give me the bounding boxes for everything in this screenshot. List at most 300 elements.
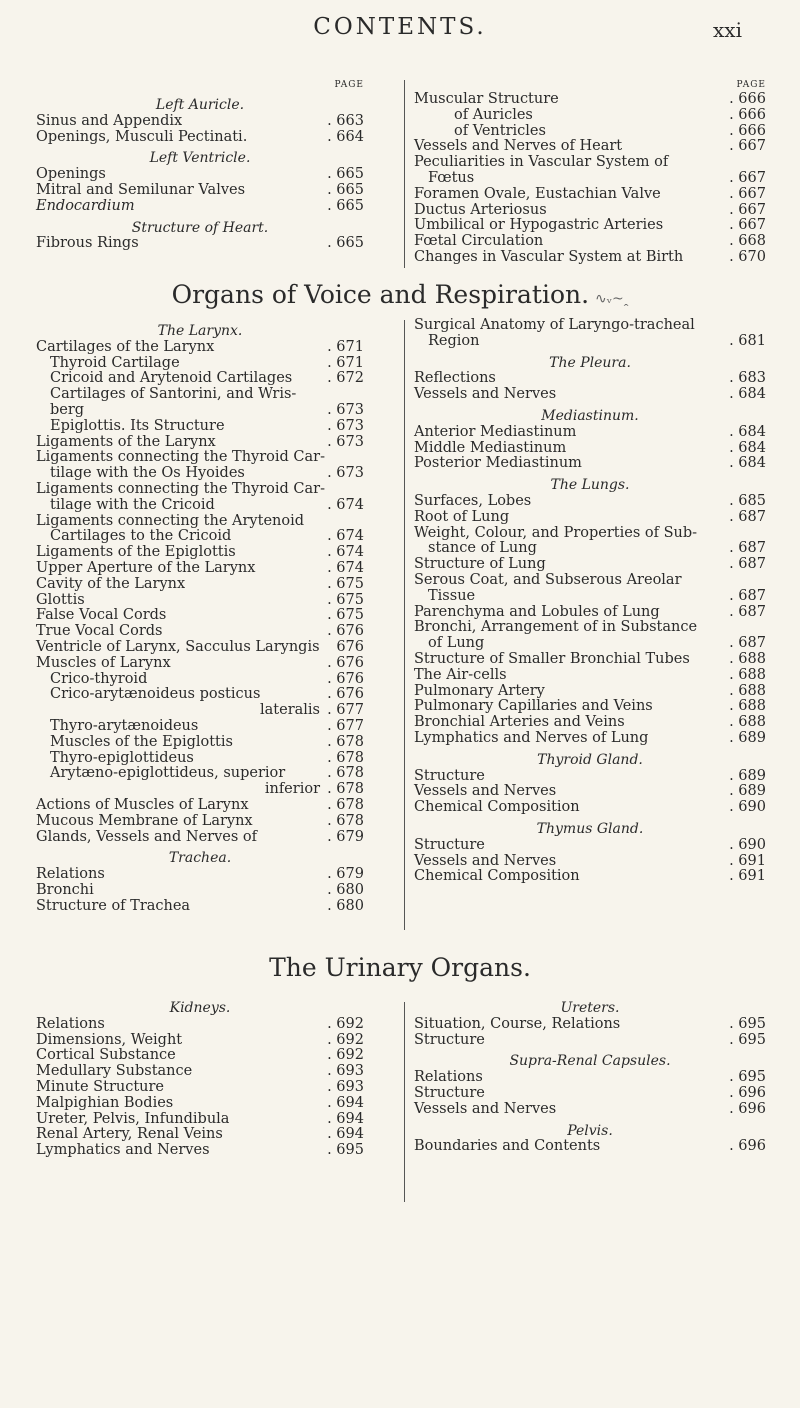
subsection-heading: Trachea. [168,850,232,867]
entry-title: Ligaments connecting the Thyroid Car- [36,480,325,497]
entry-page-number: . 683 [729,370,766,387]
toc-entry [414,715,766,731]
entry-page-number: . 678 [327,733,364,750]
entry-page-number: . 677 [327,702,364,719]
entry-title: Reflections [414,370,496,387]
toc-entry [36,624,364,640]
entry-page-number: . 684 [729,386,766,403]
page-title: CONTENTS. [313,14,487,40]
entry-page-number: . 693 [327,1063,364,1080]
entry-page-number: . 694 [327,1110,364,1127]
entry-title: Relations [414,1069,483,1086]
entry-page-number: . 674 [327,496,364,513]
toc-entry [414,124,766,140]
entry-page-number: . 667 [729,169,766,186]
toc-entry [36,498,364,514]
entry-title: Thyro-arytænoideus [50,717,199,734]
toc-entry [414,250,766,266]
entry-title: Muscles of the Epiglottis [50,733,233,750]
entry-title: Crico-thyroid [50,670,148,687]
entry-page-number: . 676 [327,623,364,640]
entry-title: Dimensions, Weight [36,1031,183,1048]
entry-title: Crico-arytænoideus posticus [50,686,261,703]
entry-page-number: . 667 [729,201,766,218]
entry-page-number: . 696 [729,1100,766,1117]
entry-title: Medullary Substance [36,1063,193,1080]
entry-title: Weight, Colour, and Properties of Sub- [414,524,698,541]
entry-title: Parenchyma and Lobules of Lung [414,603,660,620]
entry-page-number: . 687 [729,508,766,525]
toc-entry [414,854,766,870]
toc-entry-continued [414,318,766,334]
column-divider [404,80,405,268]
toc-entry [414,684,766,700]
entry-title: Structure of Trachea [36,897,191,914]
entry-page-number: . 688 [729,666,766,683]
entry-title: Vessels and Nerves [414,852,557,869]
entry-title: stance of Lung [428,540,537,557]
toc-entry [36,814,364,830]
entry-page-number: . 694 [327,1094,364,1111]
toc-entry [36,766,364,782]
toc-entry [414,589,766,605]
toc-entry [414,800,766,816]
entry-page-number: . 674 [327,544,364,561]
entry-page-number: . 671 [327,338,364,355]
toc-entry [36,867,364,883]
toc-entry-continued [414,620,766,636]
entry-title: Structure [414,836,485,853]
entry-title: Structure of Smaller Bronchial Tubes [414,650,690,667]
entry-title: Foramen Ovale, Eustachian Valve [414,185,661,202]
entry-title: Relations [36,1015,105,1032]
toc-entry [414,334,766,350]
column-divider [404,320,405,930]
entry-title: Sinus and Appendix [36,112,183,129]
entry-page-number: . 668 [729,233,766,250]
subsection-heading: Kidneys. [169,1000,231,1016]
entry-title: Cavity of the Larynx [36,575,186,592]
toc-entry [36,687,364,703]
contents-column-top-left [36,78,364,252]
entry-title: Mitral and Semilunar Valves [36,181,246,198]
toc-entry [414,1033,766,1049]
entry-page-number: . 676 [327,686,364,703]
entry-page-number: . 678 [327,749,364,766]
entry-page-number: . 663 [327,112,364,129]
entry-title: Ligaments connecting the Thyroid Car- [36,449,325,466]
entry-page-number: . 689 [729,783,766,800]
toc-entry [414,92,766,108]
toc-entry [414,456,766,472]
entry-page-number: . 680 [327,881,364,898]
section-title-voice: Organs of Voice and Respiration. ∿ᵥ~ꞈ [171,280,629,309]
subsection-heading: The Pleura. [549,354,631,371]
entry-title: Boundaries and Contents [414,1138,601,1155]
entry-page-number: . 674 [327,559,364,576]
subsection-heading: Thyroid Gland. [537,751,643,768]
toc-entry [414,1102,766,1118]
entry-page-number: . 678 [327,765,364,782]
section-title-urinary: The Urinary Organs. [269,953,531,982]
subsection-heading: Ureters. [560,1000,620,1016]
toc-entry [36,1033,364,1049]
entry-page-number: . 678 [327,781,364,798]
page-column-label: PAGE [334,80,364,90]
entry-title: Surgical Anatomy of Laryngo-tracheal [414,317,695,333]
toc-entry-continued [36,387,364,403]
entry-title: inferior [264,781,320,798]
entry-page-number: . 695 [729,1015,766,1032]
subsection-heading: Mediastinum. [541,407,639,424]
entry-title: Middle Mediastinum [414,439,567,456]
toc-entry [36,561,364,577]
entry-page-number: . 665 [327,181,364,198]
entry-page-number: . 673 [327,417,364,434]
toc-entry [414,636,766,652]
entry-title: Posterior Mediastinum [414,455,582,472]
entry-title: Ventricle of Larynx, Sacculus Laryngis [36,638,320,655]
entry-title: Endocardium [36,197,135,214]
subsection-heading: Structure of Heart. [131,219,269,236]
toc-entry [36,466,364,482]
toc-entry-continued [414,155,766,171]
entry-title: Glottis [36,591,85,608]
entry-title: Vessels and Nerves [414,783,557,800]
entry-title: Cricoid and Arytenoid Cartilages [50,370,293,387]
toc-entry [36,1127,364,1143]
entry-title: False Vocal Cords [36,607,167,624]
toc-entry [414,139,766,155]
entry-title: Openings [36,166,106,183]
toc-entry-continued [36,450,364,466]
entry-page-number: . 695 [327,1142,364,1159]
entry-page-number: . 687 [729,635,766,652]
entry-page-number: . 695 [729,1069,766,1086]
page-number: xxi [713,18,742,42]
entry-page-number: . 689 [729,767,766,784]
toc-entry [36,830,364,846]
toc-entry [414,494,766,510]
entry-page-number: . 675 [327,575,364,592]
toc-entry [414,1017,766,1033]
entry-title: Upper Aperture of the Larynx [36,559,256,576]
entry-page-number: . 679 [327,866,364,883]
entry-page-number: . 667 [729,217,766,234]
entry-page-number: . 678 [327,812,364,829]
toc-entry [414,387,766,403]
toc-entry [414,171,766,187]
column-divider [404,1002,405,1202]
entry-page-number: . 678 [327,796,364,813]
entry-title: Bronchi, Arrangement of in Substance [414,619,698,636]
entry-title: of Lung [428,635,485,652]
entry-title: Bronchial Arteries and Veins [414,714,625,731]
contents-column-urinary-right [414,995,766,1155]
toc-entry [36,419,364,435]
entry-title: The Air-cells [414,666,507,683]
toc-entry [36,1096,364,1112]
entry-title: Bronchi [36,881,94,898]
toc-entry [414,187,766,203]
entry-page-number: . 684 [729,423,766,440]
entry-page-number: . 694 [327,1126,364,1143]
subsection-heading: Supra-Renal Capsules. [509,1053,671,1070]
toc-entry [36,883,364,899]
entry-title: tilage with the Cricoid [50,496,215,513]
toc-entry [36,1080,364,1096]
entry-title: Epiglottis. Its Structure [50,417,225,434]
toc-entry [36,735,364,751]
toc-entry [414,1139,766,1155]
entry-page-number: . 690 [729,836,766,853]
toc-entry [414,1070,766,1086]
toc-entry [36,608,364,624]
entry-title: Chemical Composition [414,799,580,816]
contents-column-top-right [414,78,766,266]
entry-title: Root of Lung [414,508,510,525]
entry-page-number: . 692 [327,1031,364,1048]
toc-entry [414,784,766,800]
toc-entry [414,203,766,219]
toc-entry [414,557,766,573]
entry-page-number: . 688 [729,682,766,699]
entry-page-number: . 675 [327,591,364,608]
toc-entry [36,1017,364,1033]
entry-title: Surfaces, Lobes [414,492,532,509]
toc-entry [36,751,364,767]
toc-entry [414,510,766,526]
entry-page-number: . 689 [729,729,766,746]
entry-title: Vessels and Nerves of Heart [414,138,623,155]
page-header [0,14,800,54]
toc-entry [414,869,766,885]
toc-entry [36,529,364,545]
entry-title: Umbilical or Hypogastric Arteries [414,217,664,234]
entry-page-number: . 687 [729,540,766,557]
entry-page-number: . 673 [327,465,364,482]
entry-page-number: 676 [336,638,364,655]
toc-entry [36,1112,364,1128]
contents-column-voice-left [36,318,364,914]
subsection-heading: Left Ventricle. [149,150,251,167]
toc-entry [36,114,364,130]
entry-title: Malpighian Bodies [36,1094,174,1111]
entry-title: Lymphatics and Nerves [36,1142,210,1159]
toc-entry [414,541,766,557]
entry-title: Tissue [428,587,476,604]
entry-title: Cartilages to the Cricoid [50,528,232,545]
entry-page-number: . 666 [729,122,766,139]
entry-page-number: . 665 [327,235,364,252]
entry-title: Vessels and Nerves [414,386,557,403]
toc-entry [36,577,364,593]
toc-entry [414,668,766,684]
entry-title: Structure [414,1084,485,1101]
entry-page-number: . 690 [729,799,766,816]
toc-entry [36,435,364,451]
entry-page-number: . 676 [327,670,364,687]
entry-title: Chemical Composition [414,868,580,885]
toc-entry [36,640,364,656]
ink-scribble: ∿ᵥ~ꞈ [595,291,629,307]
toc-entry [36,656,364,672]
entry-page-number: . 665 [327,197,364,214]
toc-entry [36,1143,364,1159]
entry-title: Ligaments of the Epiglottis [36,544,236,561]
entry-title: Fibrous Rings [36,235,139,252]
toc-entry [36,1048,364,1064]
entry-title: of Ventricles [454,122,546,139]
toc-entry [414,218,766,234]
entry-page-number: . 688 [729,698,766,715]
toc-entry [36,199,364,215]
subsection-heading: The Larynx. [157,323,243,339]
entry-title: Peculiarities in Vascular System of [414,154,669,171]
entry-title: Thyroid Cartilage [50,354,180,371]
entry-title: Openings, Musculi Pectinati. [36,128,248,145]
subsection-heading: Thymus Gland. [536,820,644,837]
entry-title: Muscles of Larynx [36,654,171,671]
toc-entry [36,1064,364,1080]
toc-entry-continued [414,526,766,542]
entry-title: Muscular Structure [414,91,559,107]
entry-title: Glands, Vessels and Nerves of [36,828,258,845]
entry-title: Structure [414,767,485,784]
entry-page-number: . 673 [327,401,364,418]
entry-page-number: . 687 [729,587,766,604]
entry-page-number: . 695 [729,1031,766,1048]
toc-entry-continued [36,482,364,498]
toc-entry [414,108,766,124]
toc-entry [414,1086,766,1102]
entry-page-number: . 688 [729,714,766,731]
entry-page-number: . 681 [729,332,766,349]
entry-page-number: . 696 [729,1084,766,1101]
entry-title: tilage with the Os Hyoides [50,465,245,482]
entry-title: Pulmonary Artery [414,682,545,699]
entry-page-number: . 671 [327,354,364,371]
toc-entry [414,652,766,668]
contents-column-urinary-left [36,995,364,1159]
toc-entry-continued [414,573,766,589]
entry-page-number: . 691 [729,852,766,869]
toc-entry [36,782,364,798]
entry-title: Thyro-epiglottideus [50,749,194,766]
toc-entry [414,838,766,854]
toc-entry [36,719,364,735]
entry-title: Structure of Lung [414,556,546,573]
entry-page-number: . 674 [327,528,364,545]
entry-page-number: . 680 [327,897,364,914]
toc-entry [36,236,364,252]
entry-page-number: . 675 [327,607,364,624]
subsection-heading: Pelvis. [567,1122,613,1139]
entry-page-number: . 667 [729,185,766,202]
entry-title: Renal Artery, Renal Veins [36,1126,223,1143]
entry-title: Fœtus [428,169,475,186]
entry-title: Region [428,332,480,349]
contents-column-voice-right [414,318,766,885]
entry-title: of Auricles [454,106,533,123]
subsection-heading: Left Auricle. [155,97,245,113]
entry-title: Pulmonary Capillaries and Veins [414,698,653,715]
toc-entry [414,371,766,387]
toc-entry [36,593,364,609]
entry-page-number: . 667 [729,138,766,155]
entry-title: Fœtal Circulation [414,233,544,250]
entry-page-number: . 684 [729,455,766,472]
entry-page-number: . 665 [327,166,364,183]
entry-page-number: . 687 [729,603,766,620]
toc-entry [414,441,766,457]
entry-title: Changes in Vascular System at Birth [414,248,684,265]
entry-page-number: . 679 [327,828,364,845]
toc-entry [36,356,364,372]
entry-page-number: . 673 [327,433,364,450]
toc-entry [414,699,766,715]
entry-title: Mucous Membrane of Larynx [36,812,253,829]
entry-title: Arytæno-epiglottideus, superior [50,765,286,782]
toc-entry [36,545,364,561]
entry-page-number: . 684 [729,439,766,456]
entry-page-number: . 676 [327,654,364,671]
entry-page-number: . 691 [729,868,766,885]
entry-title: Serous Coat, and Subserous Areolar [414,571,682,588]
page-column-label: PAGE [736,80,766,90]
entry-title: lateralis [260,702,320,719]
entry-title: Ligaments connecting the Arytenoid [36,512,305,529]
entry-page-number: . 664 [327,128,364,145]
entry-page-number: . 688 [729,650,766,667]
toc-entry-continued [36,514,364,530]
toc-entry [36,899,364,915]
entry-title: Ligaments of the Larynx [36,433,216,450]
subsection-heading: The Lungs. [550,477,630,494]
entry-page-number: . 685 [729,492,766,509]
entry-title: Structure [414,1031,485,1048]
entry-title: Minute Structure [36,1078,165,1095]
entry-page-number: . 687 [729,556,766,573]
toc-entry [36,403,364,419]
entry-title: Actions of Muscles of Larynx [36,796,249,813]
toc-entry [414,234,766,250]
entry-title: Ureter, Pelvis, Infundibula [36,1110,230,1127]
entry-title: berg [50,401,85,418]
toc-entry [36,183,364,199]
entry-title: Ductus Arteriosus [414,201,547,218]
entry-page-number: . 692 [327,1015,364,1032]
entry-title: Cartilages of the Larynx [36,338,215,355]
toc-entry [36,371,364,387]
toc-entry [36,798,364,814]
entry-page-number: . 696 [729,1138,766,1155]
toc-entry [36,703,364,719]
entry-title: Cortical Substance [36,1047,176,1064]
entry-page-number: . 666 [729,106,766,123]
entry-title: True Vocal Cords [36,623,163,640]
toc-entry [414,425,766,441]
entry-page-number: . 670 [729,248,766,265]
toc-entry [36,130,364,146]
entry-title: Relations [36,866,105,883]
entry-page-number: . 677 [327,717,364,734]
entry-title: Lymphatics and Nerves of Lung [414,729,649,746]
toc-entry [36,167,364,183]
entry-page-number: . 693 [327,1078,364,1095]
toc-entry [36,340,364,356]
entry-title: Anterior Mediastinum [414,423,577,440]
